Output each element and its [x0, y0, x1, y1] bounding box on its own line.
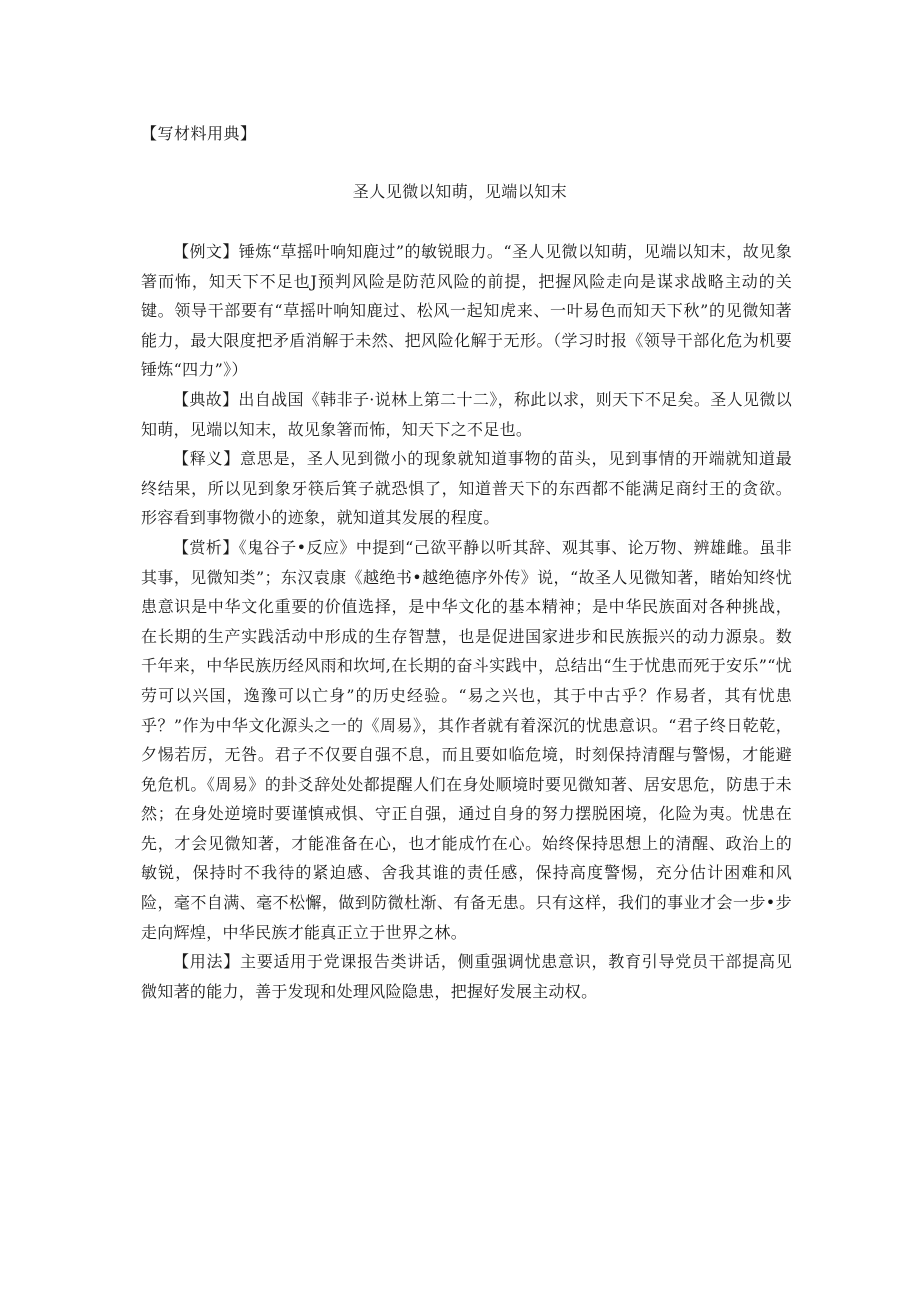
- document-body: [141, 237, 792, 1006]
- usage-paragraph: 【用法】主要适用于党课报告类讲话，侧重强调忧患意识，教育引导党员干部提高见微知著的能力，善于发现和处理风险隐患，把握好发展主动权。: [141, 952, 792, 1001]
- document-title: 圣人见微以知萌，见端以知末: [352, 182, 568, 201]
- source-paragraph: 【典故】出自战国《韩非子·说林上第二十二》，称此以求，则天下不足矣。圣人见微以知萌，见端以知末，故见象箸而怖，知天下之不足也。: [141, 389, 792, 439]
- example-paragraph: 【例文】锤炼“草摇叶响知鹿过”的敏锐眼力。“圣人见微以知萌，见端以知末，故见象箸而怖，知天下不足也J预判风险是防范风险的前提，把握风险走向是谋求战略主动的关键。领导干部要有“草摇叶响知鹿过、松风一起知虎来、一叶易色而知天下秋”的见微知著能力，最大限度把矛盾消解于未然、把风险化解于无形。（学习时报《领导干部化危为机要锤炼“四力”》）: [141, 242, 792, 380]
- meaning-paragraph: 【释义】意思是，圣人见到微小的现象就知道事物的苗头，见到事情的开端就知道最终结果，所以见到象牙筷后箕子就恐惧了，知道普天下的东西都不能满足商纣王的贪欲。形容看到事物微小的迹象，就知道其发展的程度。: [141, 449, 792, 528]
- appreciation-paragraph: 【赏析】《鬼谷子•反应》中提到“己欲平静以听其辞、观其事、论万物、辨雄雌。虽非其事，见微知类”；东汉袁康《越绝书•越绝德序外传》说，“故圣人见微知著，睹始知终忧患意识是中华文化重要的价值选择，是中华文化的基本精神；是中华民族面对各种挑战，在长期的生产实践活动中形成的生存智慧，也是促进国家进步和民族振兴的动力源泉。数千年来，中华民族历经风雨和坎坷,在长期的奋斗实践中，总结出“生于忧患而死于安乐”“忧劳可以兴国，逸豫可以亡身”的历史经验。“易之兴也，其于中古乎？作易者，其有忧患乎？”作为中华文化源头之一的《周易》，其作者就有着深沉的忧患意识。“君子终日乾乾，夕惕若厉，无咎。君子不仅要自强不息，而且要如临危境，时刻保持清醒与警惕，才能避免危机。《周易》的卦爻辞处处都提醒人们在身处顺境时要见微知著、居安思危，防患于未然；在身处逆境时要谨慎戒惧、守正自强，通过自身的努力摆脱困境，化险为夷。忧患在先，才会见微知著，才能准备在心，也才能成竹在心。始终保持思想上的清醒、政治上的敏锐，保持时不我待的紧迫感、舍我其谁的责任感，保持高度警惕，充分估计困难和风险，毫不自满、毫不松懈，做到防微杜渐、有备无患。只有这样，我们的事业才会一步•步走向辉煌，中华民族才能真正立于世界之林。: [141, 537, 792, 942]
- header-tag: 【写材料用典】: [141, 124, 257, 143]
